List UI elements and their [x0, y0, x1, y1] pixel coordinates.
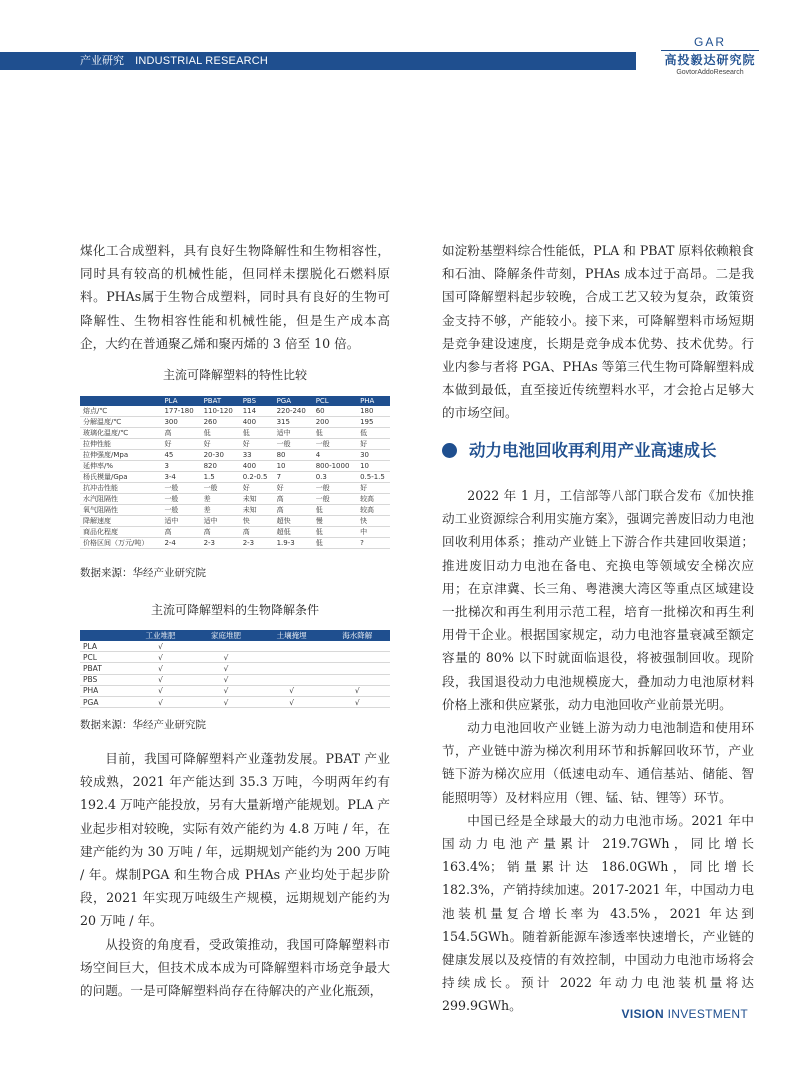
bullet-dot-icon	[442, 443, 457, 458]
table-cell	[193, 641, 259, 652]
table-cell: 未知	[239, 505, 273, 516]
table-cell: 2-3	[200, 538, 239, 549]
logo-abbr: GAR	[693, 35, 726, 49]
table-cell: 抗冲击性能	[80, 483, 160, 494]
table-cell: 260	[200, 417, 239, 428]
table-cell: 180	[356, 406, 390, 417]
table-cell: 220-240	[273, 406, 312, 417]
table-cell: 33	[239, 450, 273, 461]
table-row	[80, 472, 390, 483]
column-header: PBAT	[200, 396, 239, 406]
table-cell: 降解速度	[80, 516, 160, 527]
table-cell: 315	[273, 417, 312, 428]
table-row	[80, 516, 390, 527]
table-cell: 400	[239, 461, 273, 472]
table-cell: 80	[273, 450, 312, 461]
header-section-cn: 产业研究	[80, 55, 124, 67]
table-cell: 30	[356, 450, 390, 461]
table-cell: 820	[200, 461, 239, 472]
table-cell: 高	[160, 527, 199, 538]
table-cell: √	[128, 696, 194, 707]
table-cell: 拉伸强度/Mpa	[80, 450, 160, 461]
right-column	[442, 239, 754, 425]
table-row	[80, 663, 390, 674]
table-header-row	[80, 630, 390, 641]
table-row	[80, 652, 390, 663]
table-cell: 一般	[312, 494, 356, 505]
table-cell: 好	[356, 483, 390, 494]
table-cell: 水汽阻隔性	[80, 494, 160, 505]
table1-title: 主流可降解塑料的特性比较	[162, 368, 307, 382]
paragraph-continued: 如淀粉基塑料综合性能低，PLA 和 PBAT 原料依赖粮食和石油、降解条件苛刻，PHAs 成本过于高昂。二是我国可降解塑料起步较晚，合成工艺又较为复杂，政策资金支持不够，产能较小。接下来，可降解塑料市场短期是竞争建设速度，长期是竞争成本优势、技术优势。行业内参与者将 PGA、PHAs 等第三代生物可降解塑料成本做到最低，直至接近传统塑料水平，才会抢占足够大的市场空间。	[442, 243, 754, 421]
column-header: PCL	[312, 396, 356, 406]
table-cell: PBAT	[80, 663, 128, 674]
table-cell: 高	[273, 505, 312, 516]
table-cell: 较高	[356, 494, 390, 505]
table-cell: 氧气阻隔性	[80, 505, 160, 516]
table-cell: 800-1000	[312, 461, 356, 472]
table-cell: 低	[356, 428, 390, 439]
table-cell: 1.9-3	[273, 538, 312, 549]
logo-name: 高投毅达研究院	[664, 53, 756, 67]
table-cell: 一般	[312, 483, 356, 494]
table-cell: PGA	[80, 696, 128, 707]
table-header-row	[80, 396, 390, 406]
table-cell	[259, 652, 325, 663]
paragraph-industry: 目前，我国可降解塑料产业蓬勃发展。PBAT 产业较成熟，2021 年产能达到 35.3 万吨，今明两年约有 192.4 万吨产能投放，另有大量新增产能规划。PLA 产业起步相对较晚，实际有效产能约为 4.8 万吨 / 年，在建产能约为 30 万吨 / 年，远期规划产能约为 200 万吨 / 年。煤制PGA 和生物合成 PHAs 产业均处于起步阶段，2021 年实现万吨级生产规模，远期规划产能约为 20 万吨 / 年。	[80, 751, 390, 929]
table-cell: 好	[273, 483, 312, 494]
section-heading	[442, 438, 754, 464]
table-cell: 110-120	[200, 406, 239, 417]
table-cell: 玻璃化温度/℃	[80, 428, 160, 439]
table-cell: √	[128, 663, 194, 674]
table-cell: 差	[200, 494, 239, 505]
column-header: 家庭堆肥	[193, 630, 259, 641]
table-cell: 低	[312, 505, 356, 516]
table-cell: √	[128, 652, 194, 663]
publisher-logo	[655, 36, 765, 77]
column-header: PGA	[273, 396, 312, 406]
table-body	[80, 406, 390, 549]
table-cell: 好	[160, 439, 199, 450]
table-cell: 延伸率/%	[80, 461, 160, 472]
table-cell: 适中	[200, 516, 239, 527]
table-cell: √	[193, 663, 259, 674]
table-cell: 0.2-0.5	[239, 472, 273, 483]
table-cell: 2-4	[160, 538, 199, 549]
table-cell: 低	[200, 428, 239, 439]
table-cell: 60	[312, 406, 356, 417]
paragraph-market: 中国已经是全球最大的动力电池市场。2021 年中国动力电池产量累计 219.7GWh，同比增长 163.4%；销量累计达 186.0GWh，同比增长 182.3%，产销持续加速。2017-2021 年，中国动力电池装机量复合增长率为 43.5%，2021 年达到 154.5GWh。随着新能源车渗透率快速增长，产业链的健康发展以及疫情的有效控制，中国动力电池市场将会持续成长。预计 2022 年动力电池装机量将达 299.9GWh。	[442, 812, 754, 1014]
left-column	[80, 239, 390, 355]
table-cell: √	[128, 674, 194, 685]
table-cell: 7	[273, 472, 312, 483]
table-row	[80, 494, 390, 505]
table-cell: 0.3	[312, 472, 356, 483]
paragraph-chain: 动力电池回收产业链上游为动力电池制造和使用环节，产业链中游为梯次利用环节和拆解回收环节，产业链下游为梯次应用（低速电动车、通信基站、储能、智能照明等）及材料应用（锂、锰、钴、锂等）环节。	[442, 720, 754, 805]
table-cell: 3	[160, 461, 199, 472]
paragraph-investment: 从投资的角度看，受政策推动，我国可降解塑料市场空间巨大，但技术成本成为可降解塑料市场竞争最大的问题。一是可降解塑料尚存在待解决的产业化瓶颈，	[80, 936, 390, 999]
table-cell: 低	[239, 428, 273, 439]
paragraph-intro: 煤化工合成塑料，具有良好生物降解性和生物相容性，同时具有较高的机械性能，但同样未摆脱化石燃料原料。PHAs属于生物合成塑料，同时具有良好的生物可降解性、生物相容性能和机械性能，但是生产成本高企，大约在普通聚乙烯和聚丙烯的 3 倍至 10 倍。	[80, 243, 390, 351]
table-cell: 300	[160, 417, 199, 428]
table-cell: 杨氏模量/Gpa	[80, 472, 160, 483]
table-row	[80, 406, 390, 417]
table2-source: 数据来源：华经产业研究院	[80, 719, 206, 731]
table-row	[80, 483, 390, 494]
table-cell: 400	[239, 417, 273, 428]
column-header: PLA	[160, 396, 199, 406]
table-cell: PBS	[80, 674, 128, 685]
table-cell: 低	[312, 428, 356, 439]
table-row	[80, 538, 390, 549]
footer-brand	[622, 1007, 748, 1021]
table-cell: 4	[312, 450, 356, 461]
table-cell: 中	[356, 527, 390, 538]
table-cell: 一般	[160, 483, 199, 494]
table-cell: 拉伸性能	[80, 439, 160, 450]
column-header: 工业堆肥	[128, 630, 194, 641]
table-cell: PCL	[80, 652, 128, 663]
table-cell: √	[324, 685, 390, 696]
table-cell: √	[193, 696, 259, 707]
table-cell: 高	[200, 527, 239, 538]
properties-table	[80, 396, 390, 549]
table-cell: 一般	[160, 505, 199, 516]
table-row	[80, 696, 390, 707]
table-cell	[324, 663, 390, 674]
table-cell	[324, 641, 390, 652]
table-row	[80, 505, 390, 516]
table2-title: 主流可降解塑料的生物降解条件	[150, 603, 319, 617]
table-cell: 195	[356, 417, 390, 428]
table-cell: 一般	[160, 494, 199, 505]
table-cell: ?	[356, 538, 390, 549]
column-header: 海水降解	[324, 630, 390, 641]
table-cell: 慢	[312, 516, 356, 527]
header-section-en: INDUSTRIAL RESEARCH	[135, 55, 269, 67]
table-cell: 好	[239, 439, 273, 450]
left-column-lower	[80, 747, 390, 1002]
table-cell: √	[128, 685, 194, 696]
table-cell: 价格区间（万元/吨）	[80, 538, 160, 549]
table-row	[80, 417, 390, 428]
table-cell	[259, 641, 325, 652]
table-cell	[259, 663, 325, 674]
table-cell: 2-3	[239, 538, 273, 549]
table-cell: 低	[312, 538, 356, 549]
table-cell: 未知	[239, 494, 273, 505]
table-cell: 0.5-1.5	[356, 472, 390, 483]
table-cell: 快	[239, 516, 273, 527]
table-cell: 10	[273, 461, 312, 472]
table1-source: 数据来源：华经产业研究院	[80, 567, 206, 579]
table-row	[80, 428, 390, 439]
table-cell: √	[193, 685, 259, 696]
table-cell: √	[193, 674, 259, 685]
table-cell: 45	[160, 450, 199, 461]
table-cell: √	[324, 696, 390, 707]
table-cell	[324, 652, 390, 663]
table-row	[80, 439, 390, 450]
table-cell	[259, 674, 325, 685]
table-cell: 高	[160, 428, 199, 439]
table-cell: 高	[239, 527, 273, 538]
table-cell: 熔点/℃	[80, 406, 160, 417]
table-cell: 20-30	[200, 450, 239, 461]
table-cell: √	[193, 652, 259, 663]
logo-subtitle: GovtorAddoResearch	[676, 69, 744, 76]
column-header	[80, 630, 128, 641]
table-row	[80, 674, 390, 685]
table-cell: 较高	[356, 505, 390, 516]
table-row	[80, 450, 390, 461]
table-body	[80, 641, 390, 708]
right-column-lower	[442, 484, 754, 1018]
paragraph-policy: 2022 年 1 月，工信部等八部门联合发布《加快推动工业资源综合利用实施方案》，强调完善废旧动力电池回收利用体系；推动产业链上下游合作共建回收渠道；推进废旧动力电池在备电、充换电等领域安全梯次应用；在京津冀、长三角、粤港澳大湾区等重点区域建设一批梯次和再生利用示范工程，培育一批梯次和再生利用骨干企业。根据国家规定，动力电池容量衰减至额定容量的 80% 以下时就面临退役，将被强制回收。现阶段，我国退役动力电池规模庞大，叠加动力电池原材料价格上涨和供应紧张，动力电池回收产业前景光明。	[442, 488, 754, 712]
table-cell: √	[259, 685, 325, 696]
table-row	[80, 461, 390, 472]
table-cell: √	[128, 641, 194, 652]
table-cell: 分解温度/℃	[80, 417, 160, 428]
table-cell: √	[259, 696, 325, 707]
table-row	[80, 527, 390, 538]
table-cell: 适中	[273, 428, 312, 439]
table-cell: 超快	[273, 516, 312, 527]
column-header: 土壤掩埋	[259, 630, 325, 641]
logo-divider	[661, 50, 759, 51]
table-cell: 一般	[312, 439, 356, 450]
section-title: 动力电池回收再利用产业高速成长	[469, 441, 717, 460]
footer-brand-bold: VISION	[621, 1007, 665, 1021]
table-cell: 200	[312, 417, 356, 428]
table-cell: 适中	[160, 516, 199, 527]
table-cell: 1.5	[200, 472, 239, 483]
table-cell: 一般	[200, 483, 239, 494]
page-header-bar	[0, 52, 636, 70]
table-cell: 好	[239, 483, 273, 494]
degradation-table	[80, 630, 390, 708]
table-cell: 3-4	[160, 472, 199, 483]
column-header: PHA	[356, 396, 390, 406]
table-row	[80, 685, 390, 696]
table-cell: 一般	[273, 439, 312, 450]
table-cell: 177-180	[160, 406, 199, 417]
table-cell: PLA	[80, 641, 128, 652]
table-cell	[324, 674, 390, 685]
table-row	[80, 641, 390, 652]
table-cell: PHA	[80, 685, 128, 696]
table-cell: 商品化程度	[80, 527, 160, 538]
column-header: PBS	[239, 396, 273, 406]
table-cell: 快	[356, 516, 390, 527]
table-cell: 高	[273, 494, 312, 505]
table-cell: 超低	[273, 527, 312, 538]
table-cell: 10	[356, 461, 390, 472]
footer-brand-rest: INVESTMENT	[664, 1007, 748, 1021]
table-cell: 好	[200, 439, 239, 450]
table-cell: 好	[356, 439, 390, 450]
table-cell: 114	[239, 406, 273, 417]
table-cell: 低	[312, 527, 356, 538]
table-cell: 差	[200, 505, 239, 516]
column-header	[80, 396, 160, 406]
